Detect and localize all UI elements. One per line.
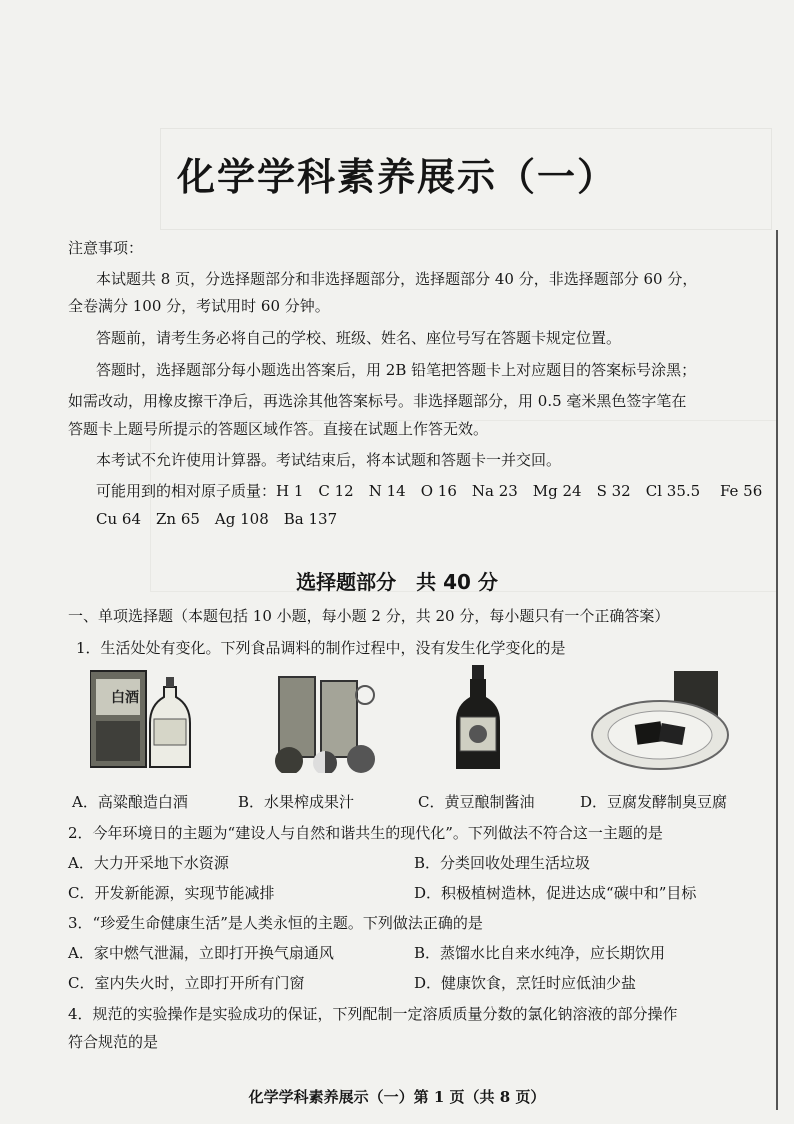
question-3-option-d: D．健康饮食，烹饪时应低油少盐 [414, 974, 637, 992]
question-4-stem-cont: 符合规范的是 [68, 1033, 159, 1051]
question-3-stem: 3．“珍爱生命健康生活”是人类永恒的主题。下列做法正确的是 [68, 914, 483, 932]
question-1-option-b: B．水果榨成果汁 [238, 793, 355, 811]
notice-paragraph-4: 本考试不允许使用计算器。考试结束后，将本试题和答题卡一并交回。 [96, 451, 562, 469]
section-intro: 一、单项选择题（本题包括 10 小题，每小题 2 分，共 20 分，每小题只有一个正确答案） [68, 607, 670, 625]
question-1-option-c: C．黄豆酿制酱油 [418, 793, 535, 811]
question-1-option-d: D．豆腐发酵制臭豆腐 [580, 793, 728, 811]
question-1-stem: 1．生活处处有变化。下列食品调料的制作过程中，没有发生化学变化的是 [76, 639, 566, 657]
juice-image [265, 669, 385, 773]
soy-sauce-image [448, 665, 508, 773]
page-edge-line [776, 230, 778, 1110]
question-3-option-b: B．蒸馏水比自来水纯净，应长期饮用 [414, 944, 666, 962]
atomic-masses: 可能用到的相对原子质量：H 1 C 12 N 14 O 16 Na 23 Mg 24 S 32 Cl 35.5 Fe 56 [96, 482, 763, 500]
liquor-image [90, 665, 200, 773]
question-1-option-a: A．高粱酿造白酒 [72, 793, 188, 811]
question-2-option-a: A．大力开采地下水资源 [68, 854, 229, 872]
question-1-images [70, 665, 730, 775]
notice-paragraph-3-cont: 如需改动，用橡皮擦干净后，再选涂其他答案标号。非选择题部分，用 0.5 毫米黑色签字笔在 [68, 392, 687, 410]
notice-paragraph-3: 答题时，选择题部分每小题选出答案后，用 2B 铅笔把答题卡上对应题目的答案标号涂黑； [96, 361, 697, 379]
question-2-option-b: B．分类回收处理生活垃圾 [414, 854, 591, 872]
liquor-bottle-label: 白酒 [111, 690, 139, 706]
page-footer: 化学学科素养展示（一）第 1 页（共 8 页） [248, 1088, 546, 1106]
page-title: 化学学科素养展示（一） [176, 155, 617, 199]
question-2-stem: 2．今年环境日的主题为“建设人与自然和谐共生的现代化”。下列做法不符合这一主题的是 [68, 824, 663, 842]
notice-paragraph-1: 本试题共 8 页，分选择题部分和非选择题部分，选择题部分 40 分，非选择题部分 60 分， [96, 270, 698, 288]
notice-paragraph-2: 答题前，请考生务必将自己的学校、班级、姓名、座位号写在答题卡规定位置。 [96, 329, 622, 347]
atomic-masses-cont: Cu 64 Zn 65 Ag 108 Ba 137 [96, 510, 338, 528]
stinky-tofu-image [590, 667, 730, 773]
notice-paragraph-3-end: 答题卡上题号所提示的答题区域作答。直接在试题上作答无效。 [68, 420, 489, 438]
question-4-stem: 4．规范的实验操作是实验成功的保证，下列配制一定溶质质量分数的氯化钠溶液的部分操作 [68, 1005, 678, 1023]
notice-label: 注意事项： [68, 239, 144, 257]
question-3-option-a: A．家中燃气泄漏，立即打开换气扇通风 [68, 944, 334, 962]
notice-paragraph-1-cont: 全卷满分 100 分，考试用时 60 分钟。 [68, 297, 330, 315]
question-3-option-c: C．室内失火时，立即打开所有门窗 [68, 974, 305, 992]
question-2-option-c: C．开发新能源，实现节能减排 [68, 884, 275, 902]
section-title: 选择题部分 共 40 分 [296, 570, 498, 594]
question-2-option-d: D．积极植树造林，促进达成“碳中和”目标 [414, 884, 697, 902]
